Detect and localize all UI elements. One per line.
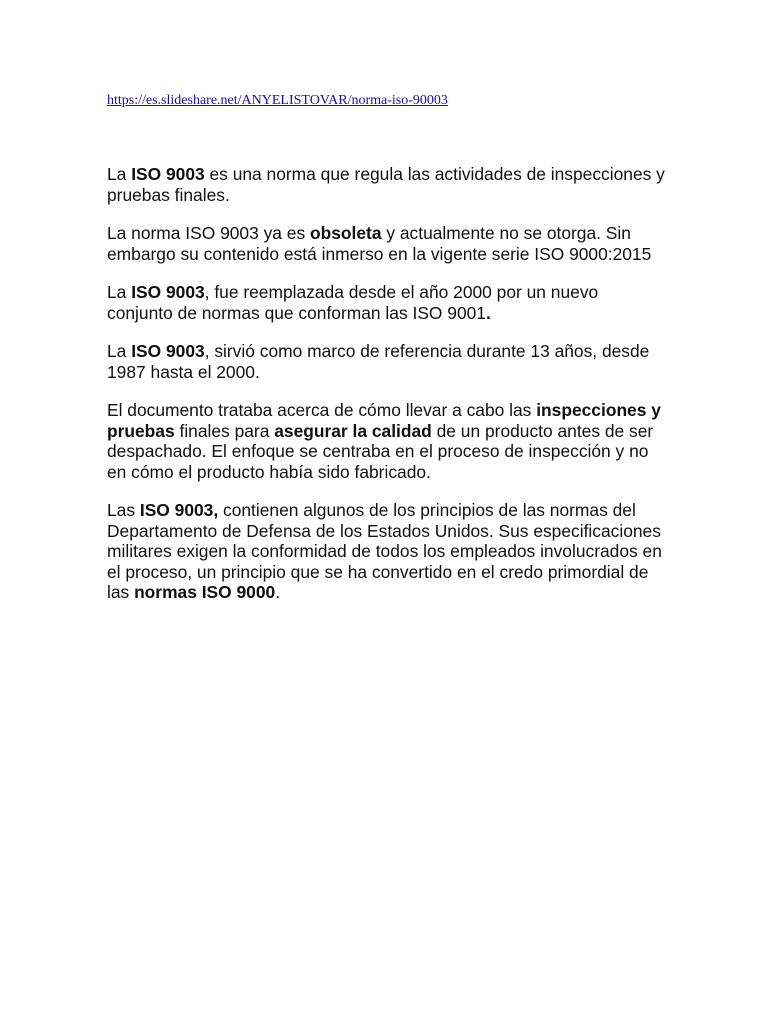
bold-term: asegurar la calidad [274, 420, 432, 441]
text-run: , fue reemplazada desde el año 2000 por un nuevo conjunto de normas que conforman las ISO 9001 [107, 282, 599, 323]
paragraph-history [107, 341, 667, 382]
bold-term: . [485, 302, 491, 323]
bold-term: inspecciones y pruebas [107, 400, 661, 441]
paragraph-obsolete [107, 223, 667, 264]
text-run: Las [107, 500, 140, 520]
paragraph-definition [107, 164, 667, 205]
paragraph-principles [107, 500, 667, 603]
text-run: de un producto antes de ser despachado. El enfoque se centraba en el proceso de inspección y no en cómo el producto había sido fabricado. [107, 420, 654, 482]
bold-term: ISO 9003 [131, 164, 205, 184]
bold-term: normas ISO 9000 [134, 582, 276, 602]
text-run: . [275, 582, 281, 602]
text-run: finales para [174, 420, 275, 441]
text-run: La [107, 164, 132, 184]
source-link[interactable]: https://es.slideshare.net/ANYELISTOVAR/norma-iso-90003 [107, 93, 448, 108]
paragraph-scope [107, 400, 667, 482]
bold-term: ISO 9003 [131, 341, 205, 361]
document-body [107, 164, 667, 621]
text-run: , sirvió como marco de referencia durante 13 años, desde 1987 hasta el 2000. [107, 341, 650, 382]
bold-term: obsoleta [310, 223, 382, 243]
text-run: contienen algunos de los principios de las normas del Departamento de Defensa de los Estados Unidos. Sus especificaciones militares exigen la conformidad de todos los empleados involucrados en el proceso, un principio que se ha convertido en el credo primordial de las [107, 500, 662, 602]
text-run: El documento trataba acerca de cómo llevar a cabo las [107, 400, 537, 420]
bold-term: ISO 9003, [139, 500, 219, 520]
bold-term: ISO 9003 [131, 282, 205, 302]
text-run: La [107, 282, 132, 302]
text-run: y actualmente no se otorga. Sin embargo su contenido está inmerso en la vigente serie ISO 9000:2015 [107, 223, 652, 264]
paragraph-replacement [107, 282, 667, 323]
text-run: es una norma que regula las actividades de inspecciones y pruebas finales. [107, 164, 665, 205]
text-run: La [107, 341, 132, 361]
text-run: La norma ISO 9003 ya es [107, 223, 311, 243]
